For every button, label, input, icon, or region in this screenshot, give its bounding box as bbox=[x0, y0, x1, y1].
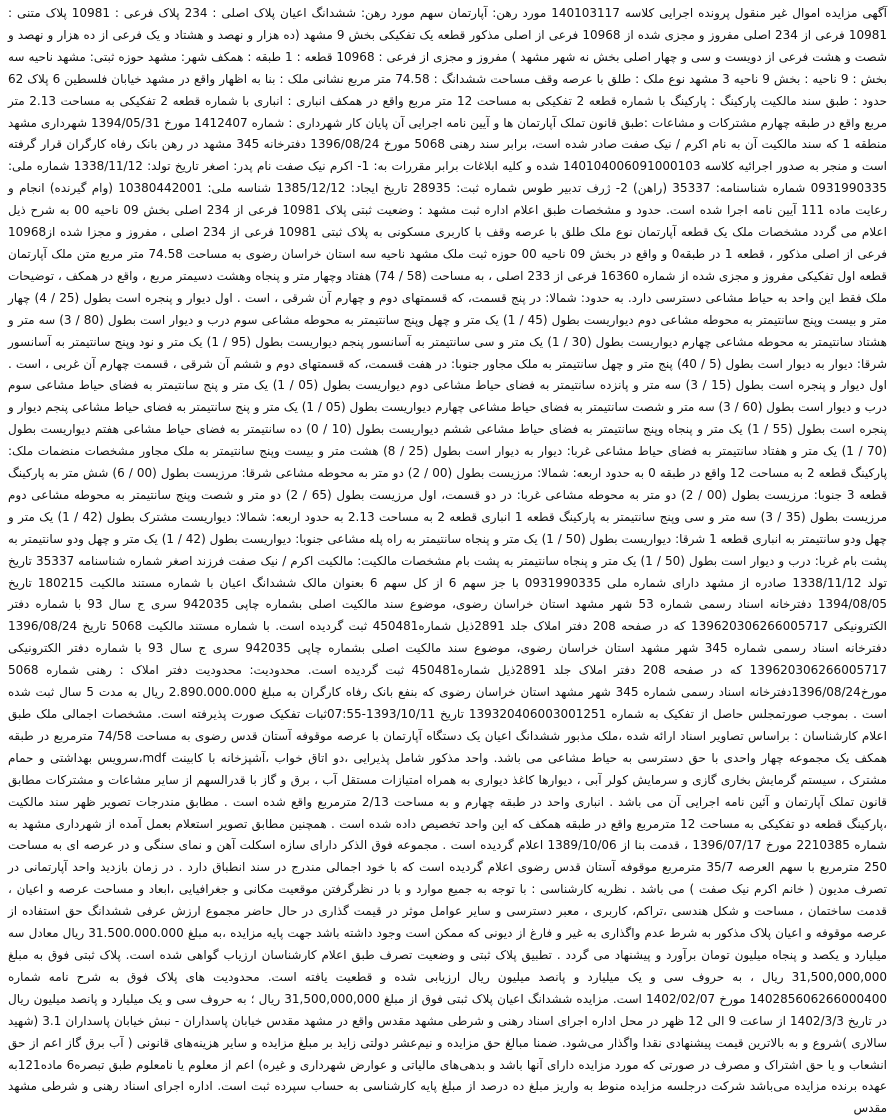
auction-notice-text: آگهی مزایده اموال غیر منقول پرونده اجرایی کلاسه 140103117 مورد رهن: آپارتمان سهم مورد رهن: ششدانگ اعیان پلاک اصلی : 234 پلاک فرعی : 10981 پلاک متنی : 10981 فرعی از 234 اصلی مفروز و مجزی شده از 10968 فرعی از اصلی مذکور قطعه یک تفکیکی بخش 9 مشهد (ده هزار و نهصد و هشتاد و یک فرعی از ده هزار و نهصد و شصت و هشت فرعی از دویست و سی و چهار اصلی بخش نه شهر مشهد ) مفروز و مجزی از فرعی : 10968 قطعه : 1 طبقه : همکف شهر: مشهد حوزه ثبتی: مشهد ناحیه سه بخش : 9 ناحیه : بخش 9 ناحیه 3 مشهد نوع ملک : طلق با عرصه وقف مساحت ششدانگ : 74.58 متر مربع نشانی ملک : بنا به اظهار واقع در مشهد خیابان فلسطین 6 پلاک 62 حدود : طبق سند مالکیت پارکینگ : پارکینگ با شماره قطعه 2 تفکیکی به مساحت 12 متر مربع واقع در همکف انباری : انباری با شماره قطعه 2 تفکیکی به مساحت 2.13 متر مربع واقع در طبقه چهارم مشترکات و مشاعات :طبق قانون تملک آپارتمان ها و آیین نامه اجرایی آن پایان کار شهرداری : شماره 1412407 مورخ 1394/05/31 شهرداری مشهد منطقه 1 که سند مالکیت آن به نام اکرم / نیک صفت صادر شده است، برابر سند رهنی 5068 مورخ 1396/08/24 دفترخانه 345 مشهد در رهن بانک رفاه کارگران قرار گرفته است و منجر به صدور اجرائیه کلاسه 140104006091000103 شده و کلیه ابلاغات برابر مقررات به: 1- اکرم نیک صفت نام پدر: اصغر تاریخ تولد: 1338/11/12 شماره ملی: 0931990335 شماره شناسنامه: 35337 (راهن) 2- ژرف تدبیر طوس شماره ثبت: 28935 تاریخ ایجاد: 1385/12/12 شناسه ملی: 10380442001 (وام گیرنده) انجام و رعایت ماده 111 آیین نامه اجرا شده است. حدود و مشخصات طبق اعلام اداره ثبت مشهد : وضعیت ثبتی پلاک 10981 فرعی از 234 اصلی بخش 09 ناحیه 00 به شرح ذیل اعلام می گردد مشخصات ملک یک قطعه آپارتمان نوع ملک طلق با عرصه وقف با کاربری مسکونی به پلاک ثبتی 10981 فرعی از 234 اصلی ، مفروز و مجزا شده از10968 فرعی از اصلی مذکور ، قطعه 1 در طبقه0 و واقع در بخش 09 ناحیه 00 حوزه ثبت ملک مشهد ناحیه سه استان خراسان رضوی به مساحت 74.58 متر مربع متن ملک آپارتمان قطعه اول تفکیکی مفروز و مجزی شده از شماره 16360 فرعی از 233 اصلی ، به مساحت (58 / 74) هفتاد وچهار متر و پنجاه وهشت دسیمتر مربع ، واقع در همکف ، توضیحات ملک فقط این واحد به حیاط مشاعی دسترسی دارد. به حدود: شمالا: در پنج قسمت، که قسمتهای دوم و چهارم آن شرقی ، است . اول دیوار و پنجره است بطول (25 / 4) چهار متر و بیست وپنج سانتیمتر به محوطه مشاعی دوم دیواریست بطول (45 / 1) یک متر و چهل وپنج سانتیمتر به محوطه مشاعی سوم درب و دیوار است بطول (80 / 3) سه متر و هشتاد سانتیمتر به محوطه مشاعی چهارم دیواریست بطول (30 / 1) یک متر و سی سانتیمتر به آسانسور پنجم دیواریست بطول (95 / 1) یک متر و نود وپنج سانتیمتر به آسانسور شرقا: دیوار به دیوار است بطول (5 / 40) پنج متر و چهل سانتیمتر به ملک مجاور جنوبا: در هفت قسمت، که قسمتهای دوم و ششم آن شرقی ، قسمت چهارم آن غربی ، است . اول دیوار و پنجره است بطول (15 / 3) سه متر و پانزده سانتیمتر به فضای حیاط مشاعی دوم دیواریست بطول (05 / 1) یک متر و پنج سانتیمتر به فضای حیاط مشاعی سوم درب و دیوار است بطول (60 / 3) سه متر و شصت سانتیمتر به فضای حیاط مشاعی چهارم دیواریست بطول (05 / 1) یک متر و پنج سانتیمتر به فضای حیاط مشاعی پنجم دیوار و پنجره است بطول (55 / 1) یک متر و پنجاه وپنج سانتیمتر به فضای حیاط مشاعی ششم دیواریست بطول (10 / 0) ده سانتیمتر به فضای حیاط مشاعی هفتم دیواریست بطول (70 / 1) یک متر و هفتاد سانتیمتر به فضای حیاط مشاعی غربا: دیوار به دیوار است بطول (25 / 8) هشت متر و بیست وپنج سانتیمتر به ملک مجاور مشخصات منضمات ملک: پارکینگ قطعه 2 به مساحت 12 واقع در طبقه 0 به حدود اربعه: شمالا: مرزیست بطول (00 / 2) دو متر به محوطه مشاعی شرقا: مرزیست بطول (00 / 6) شش متر به پارکینگ قطعه 3 جنوبا: مرزیست بطول (00 / 2) دو متر به محوطه مشاعی غربا: در دو قسمت، اول مرزیست بطول (65 / 2) دو متر و شصت وپنج سانتیمتر به محوطه مشاعی دوم مرزیست بطول (35 / 3) سه متر و سی وپنج سانتیمتر به پارکینگ قطعه 1 انباری قطعه 2 به مساحت 2.13 به حدود اربعه: شمالا: دیواریست مشترک بطول (42 / 1) یک متر و چهل ودو سانتیمتر به انباری قطعه 1 شرقا: دیواریست بطول (50 / 1) یک متر و پنجاه سانتیمتر به راه پله مشاعی جنوبا: دیواریست بطول (42 / 1) یک متر و چهل ودو سانتیمتر به پشت بام غربا: درب و دیوار است بطول (50 / 1) یک متر و پنجاه سانتیمتر به پشت بام مشخصات مالکیت: مالکیت اکرم / نیک صفت فرزند اصغر شماره شناسنامه 35337 تاریخ تولد 1338/11/12 صادره از مشهد دارای شماره ملی 0931990335 با جز سهم 6 از کل سهم 6 بعنوان مالک ششدانگ اعیان با شماره مستند مالکیت 180215 تاریخ 1394/08/05 دفترخانه اسناد رسمی شماره 53 شهر مشهد استان خراسان رضوی، موضوع سند مالکیت اصلی بشماره چاپی 942035 سری ج سال 93 با شماره دفتر الکترونیکی 139620306266005717 که در صفحه 208 دفتر املاک جلد 2891ذیل شماره450481 ثبت گردیده است. با شماره مستند مالکیت 5068 تاریخ 1396/08/24 دفترخانه اسناد رسمی شماره 345 شهر مشهد استان خراسان رضوی، موضوع سند مالکیت اصلی بشماره چاپی 942035 سری ج سال 93 با شماره دفتر الکترونیکی 139620306266005717 که در صفحه 208 دفتر املاک جلد 2891ذیل شماره450481 ثبت گردیده است. محدودیت: محدودیت دفتر املاک : رهنی شماره 5068 مورخ1396/08/24دفترخانه اسناد رسمی شماره 345 شهر مشهد استان خراسان رضوی که بنفع بانک رفاه کارگران به مبلغ 2.890.000.000 ریال به مدت 5 سال ثبت شده است . بموجب صورتمجلس حاصل از تفکیک به شماره 139320406003001251 تاریخ 1393/10/11-07:55ثبات تفکیک صورت پذیرفته است. مشخصات اجمالی ملک طبق اعلام کارشناسان : براساس تصاویر اسناد ارائه شده ،ملک مذبور ششدانگ اعیان یک دستگاه آپارتمان با عرصه موقوفه آستان قدس رضوی به مساحت 74/58 مترمربع در طبقه همکف یک مجموعه چهار واحدی با حق دسترسی به حیاط مشاعی می باشد. واحد مذکور شامل پذیرایی ،دو اتاق خواب ،آشپزخانه با کابینت mdf،سرویس بهداشتی و حمام مشترک ، سیستم گرمایش بخاری گازی و سرمایش کولر آبی ، دیوارها کاغذ دیواری به همراه امتیازات مستقل آب ، برق و گاز با قدرالسهم از سایر مشاعات و مشترکات مطابق قانون تملک آپارتمان و آئین نامه اجرایی آن می باشد . انباری واحد در طبقه چهارم و به مساحت 2/13 مترمربع واقع شده است . مطابق مندرجات تصویر ظهر سند مالکیت ،پارکینگ قطعه دو تفکیکی به مساحت 12 مترمربع واقع در طبقه همکف که این واحد تخصیص داده شده است . همچنین مطابق تصویر استعلام بعمل آمده از شهرداری مشهد به شماره 2210385 مورخ 1396/07/17 ، قدمت بنا از 1389/10/06 اعلام گردیده است . مجموعه فوق الذکر دارای سازه اسکلت آهن و نمای سنگی و در عرصه ای به مساحت 250 مترمربع با سهم العرصه 35/7 مترمربع موقوفه آستان قدس رضوی اعلام گردیده است که با خود اجمالی مندرج در سند انطباق دارد . در زمان بازدید واحد آپارتمانی در تصرف مدیون ( خانم اکرم نیک صفت ) می باشد . نظریه کارشناسی : با توجه به جمیع موارد و با در نظرگرفتن موقعیت مکانی و جغرافیایی ،ابعاد و مساحت عرصه و اعیان ، قدمت ساختمان ، مساحت و شکل هندسی ،تراکم، کاربری ، معبر دسترسی و سایر عوامل موثر در قیمت گذاری در حال حاضر مجموع ارزش عرفی ششدانگ حق استفاده از عرصه موقوفه و اعیان پلاک مذکور به شرط عدم واگذاری به غیر و فارغ از دیونی که ممکن است وجود داشته باشد جهت پایه مزایده ،به مبلغ 31.500.000.000 ریال معادل سه میلیارد و یکصد و پنجاه میلیون تومان برآورد و پیشنهاد می گردد . تطبیق پلاک ثبتی و وضعیت تصرف طبق اعلام کارشناسان ارزیاب گواهی شده است. پلاک ثبتی فوق به مبلغ 31,500,000,000 ریال ، به حروف سی و یک میلیارد و پانصد میلیون ریال ارزیابی شده و قطعیت یافته است. محدودیت های پلاک فوق به شرح نامه شماره 140285606266000400 مورخ 1402/02/07 است. مزایده ششدانگ اعیان پلاک ثبتی فوق از مبلغ 31,500,000,000 ریال ؛ به حروف سی و یک میلیارد و پانصد میلیون ریال در تاریخ 1402/3/3 از ساعت 9 الی 12 ظهر در محل اداره اجرای اسناد رهنی و شرطی مشهد مقدس واقع در مشهد مقدس خیابان پاسداران - نبش خیابان پاسداران 3.1 (شهید سالاری )شروع و به بالاترین قیمت پیشنهادی نقدا واگذار می‌شود. ضمنا مبالغ حق مزایده و نیم‌عشر دولتی زاید بر مبلغ مزایده و سایر هزینه‌های قانونی ( آب برق گاز اعم از حق انشعاب و یا حق اشتراک و مصرف در صورتی که مورد مزایده دارای آنها باشد و بدهی‌های مالیاتی و عوارض شهرداری و غیره) اعم از معلوم یا نامعلوم طبق تبصره6 ماده121به عهده برنده مزایده می‌باشد شرکت درجلسه مزایده منوط به واریز مبلغ ده درصد از مبلغ پایه کارشناسی به حساب سپرده ثبت است. اداره اجرای اسناد رهنی و شرطی مشهد مقدس bbox=[8, 6, 888, 1116]
